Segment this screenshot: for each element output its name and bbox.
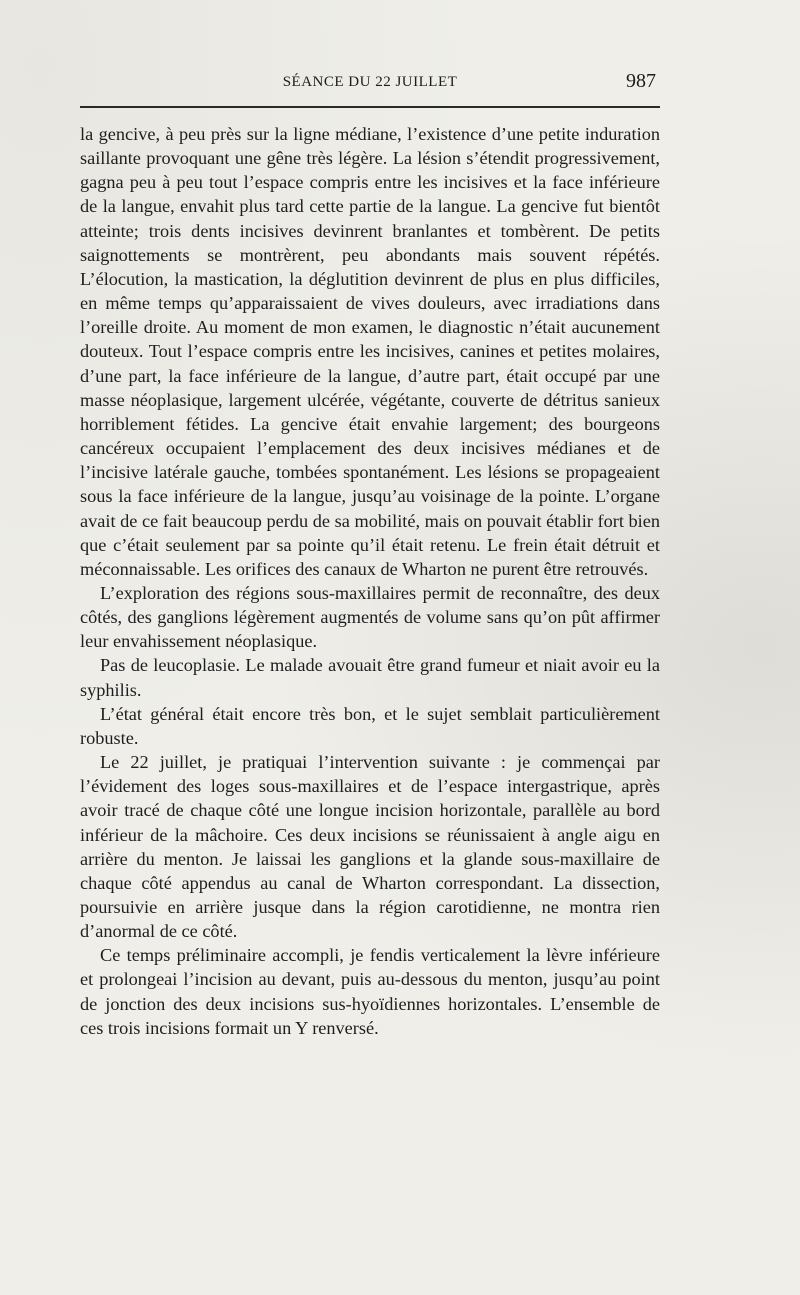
header-rule (80, 106, 660, 108)
paragraph: Ce temps préliminaire accompli, je fendis verticalement la lèvre inférieure et prolongeai l’incision au devant, puis au-dessous du menton, jusqu’au point de jonction des deux incisions sus-hyoïdiennes horizontales. L’ensemble de ces trois incisions formait un Y renversé. (80, 945, 660, 1038)
paragraph: L’exploration des régions sous-maxillaires permit de reconnaître, des deux côtés, des ganglions légèrement augmentés de volume sans qu’on pût affirmer leur envahissement néoplasique. (80, 582, 660, 652)
page-number: 987 (626, 70, 656, 92)
paragraph: la gencive, à peu près sur la ligne médiane, l’existence d’une petite induration saillante provoquant une gêne très légère. La lésion s’étendit progressivement, gagna peu à peu tout l’espace compris entre les incisives et la face inférieure de la langue, envahit plus tard cette partie de la langue. La gencive fut bientôt atteinte; trois dents incisives devinrent branlantes et tombèrent. De petits saignottements se montrèrent, peu abondants mais souvent répétés. L’élocution, la mastication, la déglutition devinrent de plus en plus difficiles, en même temps qu’apparaissaient de vives douleurs, avec irradiations dans l’oreille droite. Au moment de mon examen, le diagnostic n’était aucunement douteux. Tout l’espace compris entre les incisives, canines et petites molaires, d’une part, la face inférieure de la langue, d’autre part, était occupé par une masse néoplasique, largement ulcérée, végétante, couverte de détritus sanieux horriblement fétides. La gencive était envahie largement; des bourgeons cancéreux occupaient l’emplacement des deux incisives médianes et de l’incisive latérale gauche, tombées spontanément. Les lésions se propageaient sous la face inférieure de la langue, jusqu’au voisinage de la pointe. L’organe avait de ce fait beaucoup perdu de sa mobilité, mais on pouvait établir fort bien que c’était seulement par sa pointe qu’il était retenu. Le frein était détruit et méconnaissable. Les orifices des canaux de Wharton ne purent être retrouvés. (80, 124, 660, 579)
paragraph: Pas de leucoplasie. Le malade avouait être grand fumeur et niait avoir eu la syphilis. (80, 655, 660, 700)
running-title: SÉANCE DU 22 JUILLET (282, 74, 458, 90)
body-text (80, 122, 660, 1040)
paragraph: Le 22 juillet, je pratiquai l’intervention suivante : je commençai par l’évidement des loges sous-maxillaires et de l’espace intergastrique, après avoir tracé de chaque côté une longue incision horizontale, parallèle au bord inférieur de la mâchoire. Ces deux incisions se réunissaient à angle aigu en arrière du menton. Je laissai les ganglions et la glande sous-maxillaire de chaque côté appendus au canal de Wharton correspondant. La dissection, poursuivie en arrière jusque dans la région carotidienne, ne montra rien d’anormal de ce côté. (80, 752, 660, 942)
paragraph: L’état général était encore très bon, et le sujet semblait particulièrement robuste. (80, 703, 660, 748)
page-header (80, 70, 660, 100)
